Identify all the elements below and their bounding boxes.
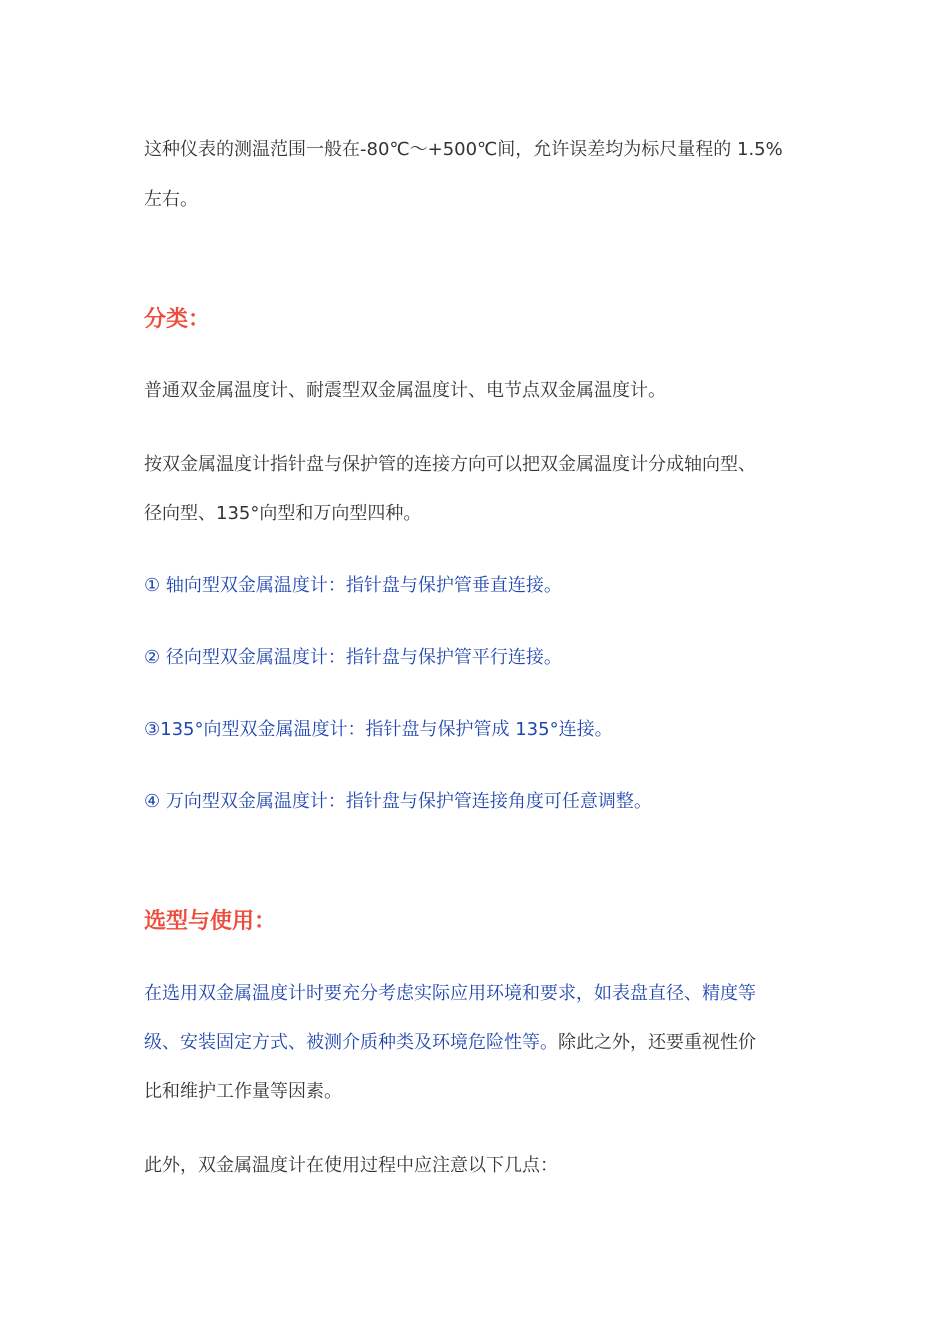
list-item-universal: ④ 万向型双金属温度计：指针盘与保护管连接角度可任意调整。: [144, 791, 652, 812]
intro-line-2: 左右。: [144, 189, 198, 210]
list-item-axial: ① 轴向型双金属温度计：指针盘与保护管垂直连接。: [144, 575, 562, 596]
selection-line-2-blue: 级、安装固定方式、被测介质种类及环境危险性等。: [144, 1032, 558, 1053]
selection-line-1: 在选用双金属温度计时要充分考虑实际应用环境和要求，如表盘直径、精度等: [144, 983, 756, 1004]
note-line: 此外，双金属温度计在使用过程中应注意以下几点：: [144, 1155, 558, 1176]
heading-selection: 选型与使用：: [144, 909, 277, 934]
list-item-135: ③135°向型双金属温度计：指针盘与保护管成 135°连接。: [144, 719, 613, 740]
intro-line-1: 这种仪表的测温范围一般在-80℃～+500℃间，允许误差均为标尺量程的 1.5%: [144, 139, 783, 160]
selection-line-2: [144, 1030, 850, 1056]
selection-line-3: 比和维护工作量等因素。: [144, 1081, 342, 1102]
direction-line-2: 径向型、135°向型和万向型四种。: [144, 503, 422, 524]
types-line: 普通双金属温度计、耐震型双金属温度计、电节点双金属温度计。: [144, 380, 666, 401]
list-item-radial: ② 径向型双金属温度计：指针盘与保护管平行连接。: [144, 647, 562, 668]
selection-line-2-dark: 除此之外，还要重视性价: [558, 1032, 756, 1053]
heading-classification: 分类：: [144, 307, 211, 332]
direction-line-1: 按双金属温度计指针盘与保护管的连接方向可以把双金属温度计分成轴向型、: [144, 454, 756, 475]
